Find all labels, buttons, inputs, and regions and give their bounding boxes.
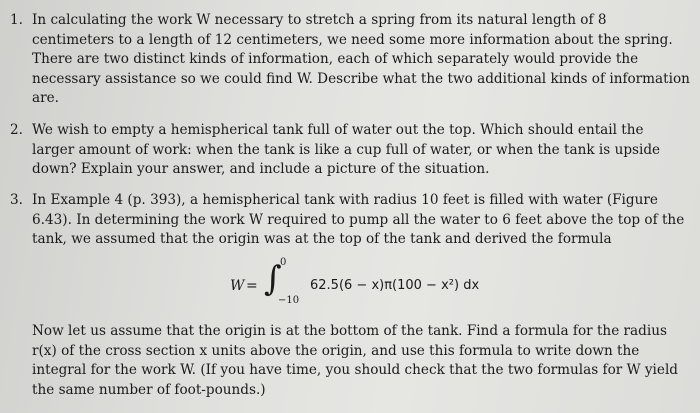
problem-1	[10, 11, 690, 109]
problem-2	[10, 121, 690, 180]
integrand: 62.5(6 − x)π(100 − x²) dx	[310, 278, 480, 293]
upper-limit: 0	[280, 257, 287, 268]
problem-text: In Example 4 (p. 393), a hemispherical tank with radius 10 feet is filled with water (Figure 6.43). In determining the work W required to pump all the water to 6 feet above the top of the tank, we assumed that the origin was at the top of the tank and derived the formula	[32, 192, 685, 247]
problem-number: 3.	[10, 192, 23, 208]
problem-number: 1.	[10, 12, 23, 28]
problem-3	[10, 191, 690, 250]
problem-3-continuation: Now let us assume that the origin is at the bottom of the tank. Find a formula for the radius r(x) of the cross section x units above the origin, and use this formula to write down the integral for the work W. (If you have time, you should check that the two formulas for W yield the same number of foot-pounds.)	[32, 323, 678, 398]
integral-sign: ∫	[264, 259, 282, 299]
lower-limit: −10	[278, 295, 300, 306]
problem-text: In calculating the work W necessary to stretch a spring from its natural length of 8 centimeters to a length of 12 centimeters, we need some more information about the spring. There are two distinct kinds of information, each of which separately would provide the necessary assistance so we could find W. Describe what the two additional kinds of information are.	[32, 12, 690, 106]
formula-equals: =	[246, 278, 258, 294]
work-integral-formula	[230, 257, 530, 311]
formula-lhs: W	[230, 278, 245, 294]
problem-text: We wish to empty a hemispherical tank full of water out the top. Which should entail the larger amount of work: when the tank is like a cup full of water, or when the tank is upside down? Explain your answer, and include a picture of the situation.	[32, 122, 661, 177]
problem-number: 2.	[10, 122, 23, 138]
